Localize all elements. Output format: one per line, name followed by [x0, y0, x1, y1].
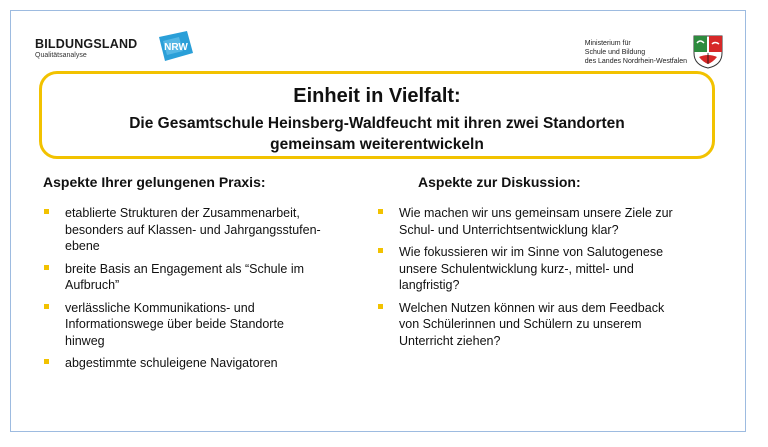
list-item [43, 355, 373, 372]
list-item-line: unsere Schulentwicklung kurz-, mittel- und [399, 261, 634, 276]
list-item-line: etablierte Strukturen der Zusammenarbeit, [65, 206, 300, 220]
list-item-line: Welchen Nutzen können wir aus dem Feedback [399, 300, 665, 315]
slide [10, 10, 746, 432]
list-item-line: Schul- und Unterrichtsentwicklung klar? [399, 222, 619, 237]
bullet-icon [44, 209, 49, 214]
slide-subtitle [42, 113, 712, 155]
ministry-line: Ministerium für [584, 40, 631, 47]
bullet-icon [378, 209, 383, 214]
subtitle-line: gemeinsam weiterentwickeln [270, 136, 484, 153]
bullet-icon [378, 304, 383, 309]
right-column-heading: Aspekte zur Diskussion: [418, 174, 581, 190]
list-item-line: verlässliche Kommunikations- und [65, 300, 255, 315]
bullet-icon [44, 304, 49, 309]
list-item-line: ebene [65, 239, 100, 253]
logo-badge: NRW [164, 42, 188, 53]
list-item-line: hinweg [65, 333, 105, 348]
nrw-crest-icon [693, 35, 723, 69]
nrw-logo-icon [157, 31, 195, 61]
list-item [377, 205, 737, 238]
list-item-line: von Schülerinnen und Schülern zu unserem [399, 317, 642, 331]
ministry-line: Schule und Bildung [584, 49, 646, 56]
bullet-icon [44, 359, 49, 364]
list-item [43, 300, 373, 350]
list-item-line: Unterricht ziehen? [399, 333, 501, 348]
list-item-line: langfristig? [399, 278, 460, 292]
list-item [377, 244, 737, 294]
discussion-list [377, 205, 737, 355]
logo-subtitle: Qualitätsanalyse [35, 52, 87, 59]
list-item-line: Wie fokussieren wir im Sinne von Salutogenese [399, 245, 664, 259]
left-column-heading: Aspekte Ihrer gelungenen Praxis: [43, 174, 266, 190]
list-item-line: Wie machen wir uns gemeinsam unsere Ziele zur [399, 206, 673, 220]
list-item-line: breite Basis an Engagement als “Schule im [65, 261, 305, 276]
slide-title: Einheit in Vielfalt: [293, 85, 461, 107]
title-box [39, 71, 715, 159]
list-item-line: besonders auf Klassen- und Jahrgangsstufen- [65, 222, 321, 237]
list-item [43, 261, 373, 294]
ministry-line: des Landes Nordrhein-Westfalen [584, 58, 687, 65]
list-item-line: abgestimmte schuleigene Navigatoren [65, 356, 278, 370]
ministry-text [585, 39, 687, 66]
list-item [43, 205, 373, 255]
bildungsland-logo [35, 37, 188, 59]
bullet-icon [44, 265, 49, 270]
list-item-line: Aufbruch” [65, 278, 120, 292]
list-item [377, 300, 737, 350]
list-item-line: Informationswege über beide Standorte [65, 317, 284, 331]
practice-list [43, 205, 373, 378]
logo-title: BILDUNGSLAND [35, 37, 138, 51]
subtitle-line: Die Gesamtschule Heinsberg-Waldfeucht mit ihren zwei Standorten [129, 115, 625, 132]
bullet-icon [378, 248, 383, 253]
